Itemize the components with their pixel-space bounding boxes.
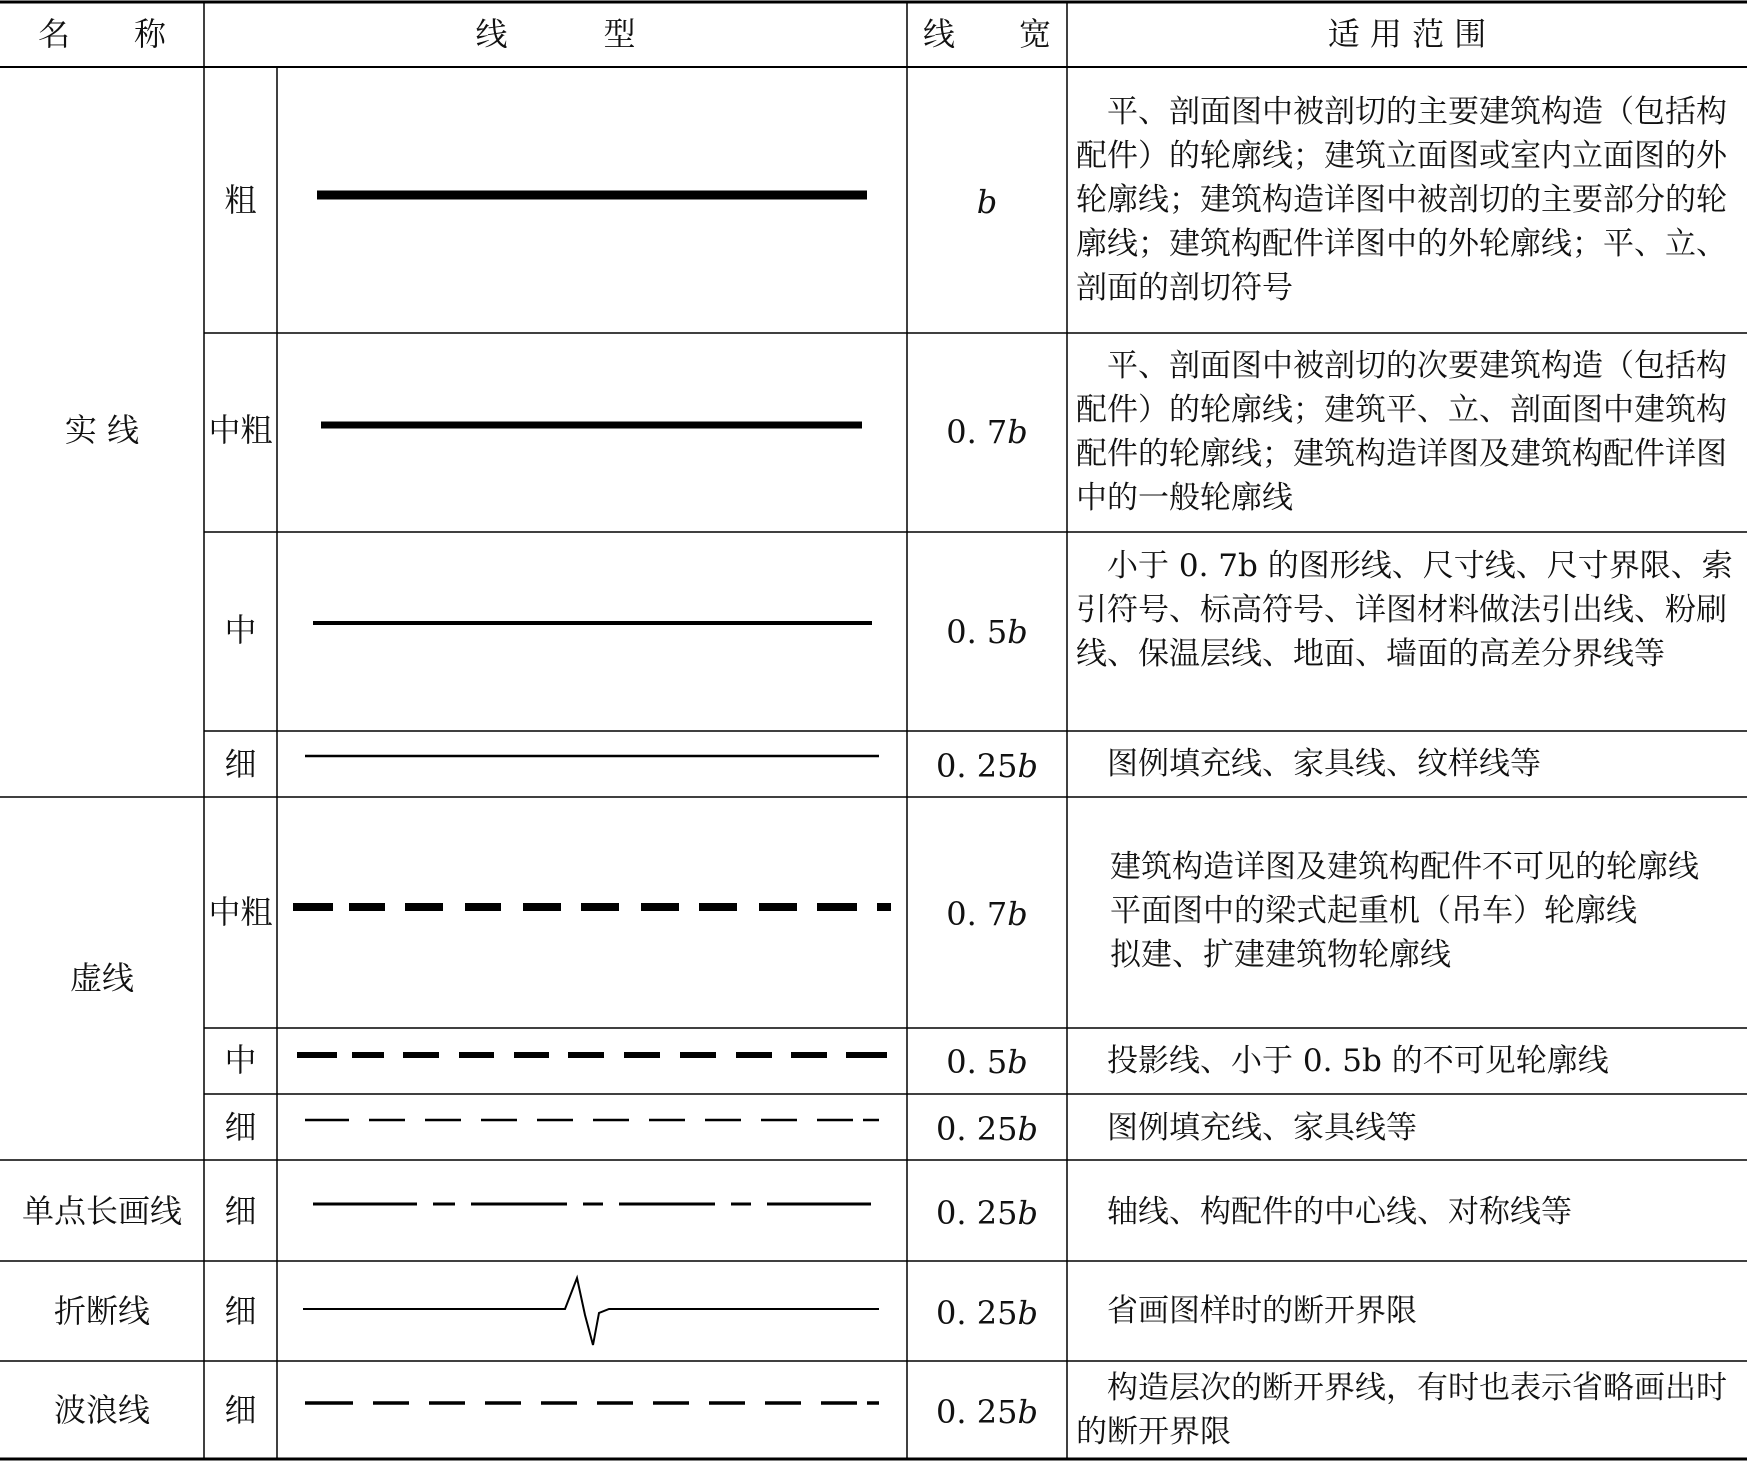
- usage-text: 投影线、小于 0. 5b 的不可见轮廓线: [1076, 1043, 1609, 1079]
- width-value: 0. 7b: [946, 895, 1028, 933]
- sub-label: 粗: [224, 181, 257, 219]
- usage-line: 拟建、扩建建筑物轮廓线: [1110, 937, 1451, 973]
- header-name: 名 称: [37, 15, 166, 53]
- usage-text: [1110, 845, 1740, 977]
- header-linetype: 线 型: [475, 15, 636, 53]
- sub-label: 细: [224, 1391, 257, 1429]
- width-value: 0. 25b: [936, 1194, 1038, 1232]
- usage-text: 平、剖面图中被剖切的主要建筑构造（包括构配件）的轮廓线；建筑立面图或室内立面图的外轮廓线；建筑构造详图中被剖切的主要部分的轮廓线；建筑构配件详图中的外轮廓线；平、立、剖面的剖切符号: [1076, 94, 1727, 306]
- width-value: b: [976, 183, 998, 221]
- sample-break-thin: [303, 1278, 879, 1345]
- usage-text: 构造层次的断开界线，有时也表示省略画出时的断开界限: [1076, 1370, 1727, 1450]
- width-value: 0. 25b: [936, 1294, 1038, 1332]
- group-break: 折断线: [53, 1292, 150, 1330]
- usage-text: 省画图样时的断开界限: [1076, 1293, 1417, 1329]
- width-value: 0. 25b: [936, 1110, 1038, 1148]
- usage-text: 平、剖面图中被剖切的次要建筑构造（包括构配件）的轮廓线；建筑平、立、剖面图中建筑构配件的轮廓线；建筑构造详图及建筑构配件详图中的一般轮廓线: [1076, 348, 1727, 516]
- usage-text: 轴线、构配件的中心线、对称线等: [1076, 1194, 1572, 1230]
- width-value: 0. 5b: [946, 613, 1028, 651]
- group-dashdot: 单点长画线: [21, 1192, 182, 1230]
- group-wave: 波浪线: [53, 1391, 150, 1429]
- sub-label: 中粗: [208, 893, 273, 931]
- width-value: 0. 25b: [936, 747, 1038, 785]
- usage-text: 图例填充线、家具线、纹样线等: [1076, 746, 1541, 782]
- sub-label: 细: [224, 1292, 257, 1330]
- sub-label: 中: [224, 1041, 257, 1079]
- sub-label: 细: [224, 745, 257, 783]
- usage-text: 小于 0. 7b 的图形线、尺寸线、尺寸界限、索引符号、标高符号、详图材料做法引出线、粉刷线、保温层线、地面、墙面的高差分界线等: [1076, 548, 1733, 672]
- usage-line: 建筑构造详图及建筑构配件不可见的轮廓线: [1110, 849, 1699, 885]
- group-dashed: 虚线: [69, 959, 134, 997]
- sub-label: 中: [224, 611, 257, 649]
- header-scope: 适 用 范 围: [1327, 15, 1487, 53]
- sub-label: 细: [224, 1192, 257, 1230]
- width-value: 0. 7b: [946, 413, 1028, 451]
- sub-label: 细: [224, 1108, 257, 1146]
- usage-line: 平面图中的梁式起重机（吊车）轮廓线: [1110, 893, 1637, 929]
- sub-label: 中粗: [208, 411, 273, 449]
- width-value: 0. 25b: [936, 1393, 1038, 1431]
- usage-text: 图例填充线、家具线等: [1076, 1110, 1417, 1146]
- group-solid: 实 线: [64, 411, 140, 449]
- header-width: 线 宽: [922, 15, 1051, 53]
- width-value: 0. 5b: [946, 1043, 1028, 1081]
